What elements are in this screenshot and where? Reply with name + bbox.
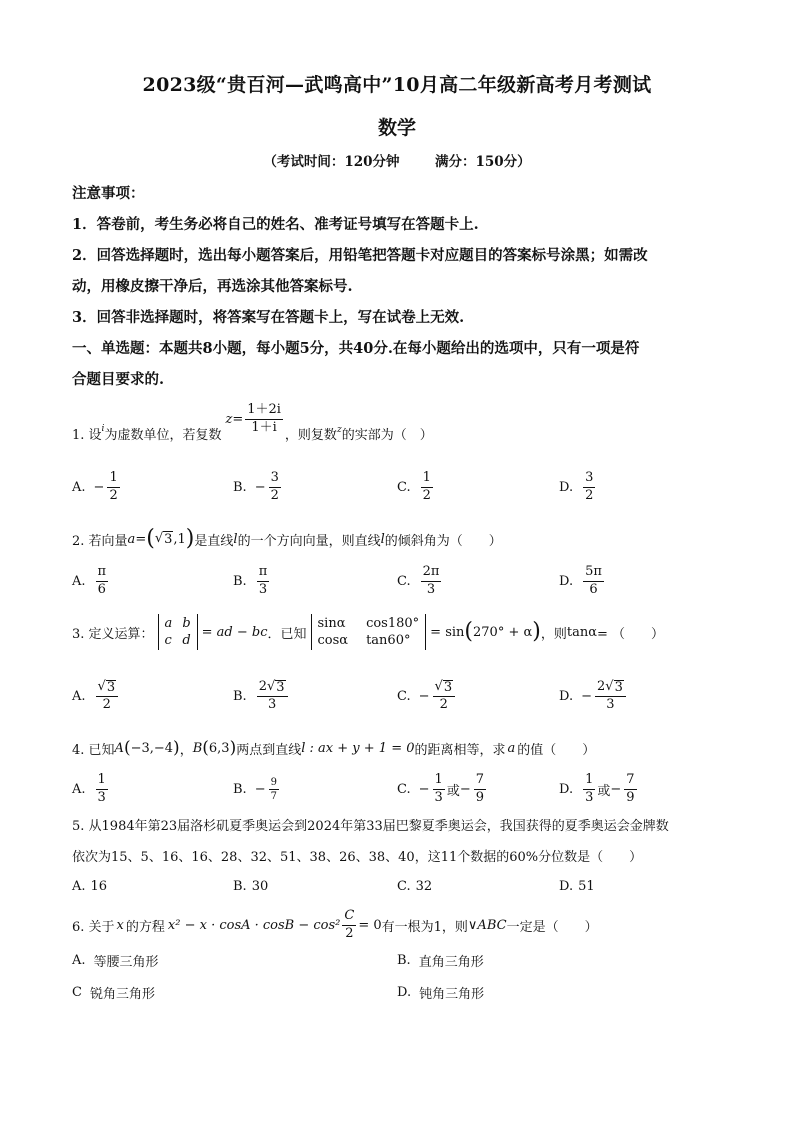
question-4: 4. 已知 A ( −3,−4 ) ， B ( 6,3 ) 两点到直线 l : ax + y + 1 = 0 的距离相等，求 a 的值（ ） [72,737,596,758]
option-d[interactable]: D. 51 [559,878,595,894]
option-a[interactable]: A. − $\frac{1}{2}$ [72,470,118,503]
option-d[interactable]: D. $\frac{3}{2}$ [559,470,594,503]
note-2: 2．回答选择题时，选出每小题答案后，用铅笔把答题卡对应题目的答案标号涂黑；如需改 [72,247,648,264]
option-a[interactable]: A. √ 3 2 [72,671,120,721]
question-6-options-row-2 [72,977,672,1007]
option-a[interactable]: A. 等腰三角形 [72,952,159,970]
question-5-line-1: 5. 从1984年第23届洛杉矶夏季奥运会到2024年第33届巴黎夏季奥运会，我国获得的夏季奥运会金牌数 [72,819,669,834]
option-d[interactable]: D. 钝角三角形 [397,984,485,1002]
option-c[interactable]: C 锐角三角形 [72,984,155,1002]
option-c[interactable]: C. 32 [397,878,433,894]
option-d[interactable]: D. $\frac{5\pi}{6}$ [559,564,602,597]
note-1: 1．答卷前，考生务必将自己的姓名、准考证号填写在答题卡上. [72,216,479,233]
option-b[interactable]: B. − $\frac{9}{7}$ [233,776,277,802]
question-5-line-2: 依次为15、5、16、16、28、32、51、38、26、38、40，这11个数据的60%分位数是（ ） [72,850,643,865]
option-b[interactable]: B. 30 [233,878,269,894]
exam-title: 2023级“贵百河—武鸣高中”10月高二年级新高考月考测试 [142,74,652,96]
exam-time: （考试时间：120分钟 [263,154,400,170]
subject-title: 数学 [377,117,416,139]
question-1-options [72,462,672,512]
option-b[interactable]: B. 直角三角形 [397,952,484,970]
option-b[interactable]: B. − $\frac{3}{2}$ [233,470,279,503]
option-c[interactable]: C. − √ 3 2 [397,671,457,721]
option-b[interactable]: B. 2 √ 3 3 [233,671,290,721]
option-b[interactable]: B. $\frac{\pi}{3}$ [233,564,268,597]
question-6-options-row-1 [72,945,672,975]
notes-heading: 注意事项： [72,185,145,202]
option-c[interactable]: C. $\frac{1}{2}$ [397,470,431,503]
section-heading: 一、单选题：本题共8小题，每小题5分，共40分.在每小题给出的选项中，只有一项是符 [72,340,640,357]
question-1: 1. 设 i 为虚数单位，若复数 z = $\frac{1+2i}{1+i}$ ，则复数 z 的实部为（ ） [72,402,433,443]
exam-info [0,150,794,170]
option-d[interactable]: D. $\frac{1}{3}$ 或 − $\frac{7}{9}$ [559,772,635,805]
option-c[interactable]: C. $\frac{2\pi}{3}$ [397,564,440,597]
determinant-definition: a b c d [158,614,198,650]
question-4-options [72,764,672,814]
question-2-options [72,556,672,606]
question-3: 3. 定义运算： a b c d = ad − bc ．已知 sinα cos180° cosα tan60° = sin ( 270° + α ) ，则 tanα = （ ） [72,616,665,648]
full-score: 满分：150分） [434,154,531,170]
option-a[interactable]: A. $\frac{1}{3}$ [72,772,106,805]
option-c[interactable]: C. − $\frac{1}{3}$ 或 − $\frac{7}{9}$ [397,772,485,805]
option-d[interactable]: D. − 2 √ 3 3 [559,671,628,721]
determinant-given: sinα cos180° cosα tan60° [311,614,427,650]
question-6: 6. 关于 x 的方程 x² − x · cosA · cosB − cos² $\frac{C}{2}$ = 0 有一根为1，则 ∨ABC 一定是（ ） [72,908,598,941]
question-3-options [72,671,672,721]
note-2-cont: 动，用橡皮擦干净后，再选涂其他答案标号. [72,278,353,295]
section-heading-cont: 合题目要求的. [72,371,165,388]
note-3: 3．回答非选择题时，将答案写在答题卡上，写在试卷上无效. [72,309,465,326]
option-a[interactable]: A. 16 [72,878,108,894]
question-2: 2. 若向量 a = ( √ 3 ,1 ) 是直线 l 的一个方向向量，则直线 l 的倾斜角为（ ） [72,526,502,551]
option-a[interactable]: A. $\frac{\pi}{6}$ [72,564,107,597]
